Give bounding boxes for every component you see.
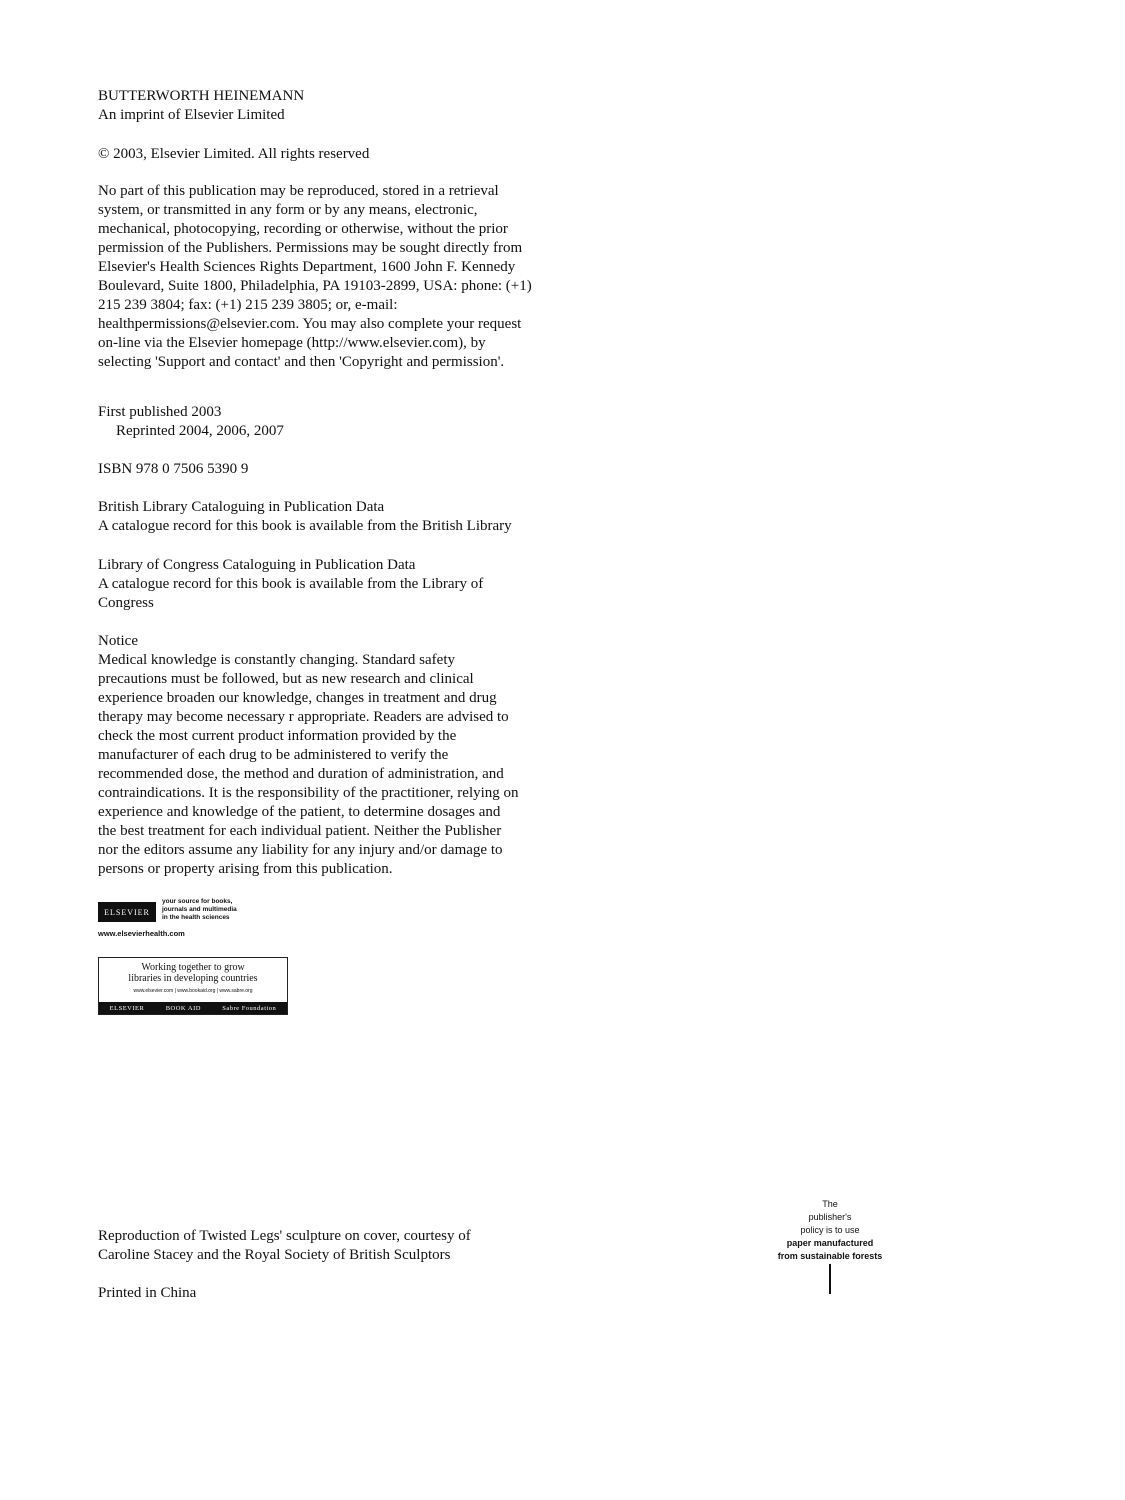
notice-line: persons or property arising from this publication. (98, 861, 393, 877)
permissions-line: mechanical, photocopying, recording or otherwise, without the prior (98, 221, 508, 237)
cover-credit-line: Caroline Stacey and the Royal Society of British Sculptors (98, 1247, 451, 1263)
forest-note-line: publisher's (808, 1212, 852, 1222)
elsevier-health-url: www.elsevierhealth.com (98, 929, 185, 938)
british-library-cip (98, 498, 598, 536)
loc-cip-line: A catalogue record for this book is available from the Library of (98, 576, 484, 592)
notice-line: recommended dose, the method and duration of administration, and (98, 766, 504, 782)
notice-line: precautions must be followed, but as new research and clinical (98, 671, 474, 687)
elsevier-logo-mark: ELSEVIER (98, 902, 156, 922)
publisher-name: BUTTERWORTH HEINEMANN (98, 88, 305, 104)
tagline-line: in the health sciences (162, 914, 230, 921)
isbn: ISBN 978 0 7506 5390 9 (98, 461, 249, 477)
loc-cip-heading: Library of Congress Cataloguing in Publication Data (98, 557, 416, 573)
publisher-imprint: An imprint of Elsevier Limited (98, 107, 285, 123)
forest-note-line: from sustainable forests (777, 1251, 883, 1261)
notice-line: Medical knowledge is constantly changing. Standard safety (98, 652, 455, 668)
library-of-congress-cip (98, 556, 598, 613)
printed-in (98, 1284, 598, 1303)
tree-stem-icon (829, 1264, 831, 1294)
copyright-line: © 2003, Elsevier Limited. All rights reserved (98, 146, 370, 162)
cover-credit (98, 1227, 598, 1265)
elsevier-partner-logo: ELSEVIER (109, 1004, 145, 1012)
elsevier-tagline (162, 898, 272, 922)
printed-line: Printed in China (98, 1285, 197, 1301)
permissions-line: selecting 'Support and contact' and then 'Copyright and permission'. (98, 354, 505, 370)
notice-heading: Notice (98, 633, 138, 649)
loc-cip-line: Congress (98, 595, 154, 611)
permissions-line: 215 239 3804; fax: (+1) 215 239 3805; or, e-mail: (98, 297, 398, 313)
bookaid-partner-logo: BOOK AID (165, 1004, 201, 1012)
sustainable-forests-note (760, 1198, 900, 1294)
notice-line: contraindications. It is the responsibility of the practitioner, relying on (98, 785, 519, 801)
bl-cip-text: A catalogue record for this book is available from the British Library (98, 518, 512, 534)
elsevier-health-logo (98, 898, 268, 942)
notice-line: nor the editors assume any liability for any injury and/or damage to (98, 842, 503, 858)
forest-note-line: paper manufactured (786, 1238, 874, 1248)
sabre-partner-logo: Sabre Foundation (222, 1004, 277, 1012)
working-together-urls: www.elsevier.com | www.bookaid.org | www.sabre.org (133, 988, 253, 994)
tagline-line: your source for books, (162, 898, 233, 905)
permissions-line: Elsevier's Health Sciences Rights Department, 1600 John F. Kennedy (98, 259, 516, 275)
permissions-line: on-line via the Elsevier homepage (http://www.elsevier.com), by (98, 335, 486, 351)
permissions-line: permission of the Publishers. Permissions may be sought directly from (98, 240, 523, 256)
cover-credit-line: Reproduction of Twisted Legs' sculpture on cover, courtesy of (98, 1228, 471, 1244)
publisher-block (98, 87, 598, 125)
permissions-line: No part of this publication may be reproduced, stored in a retrieval (98, 183, 499, 199)
tagline-line: journals and multimedia (162, 906, 237, 913)
notice-line: the best treatment for each individual patient. Neither the Publisher (98, 823, 502, 839)
bl-cip-heading: British Library Cataloguing in Publication Data (98, 499, 385, 515)
permissions-line: system, or transmitted in any form or by any means, electronic, (98, 202, 478, 218)
notice-line: therapy may become necessary r appropriate. Readers are advised to (98, 709, 509, 725)
reprinted: Reprinted 2004, 2006, 2007 (116, 423, 284, 439)
permissions-line: healthpermissions@elsevier.com. You may also complete your request (98, 316, 522, 332)
partner-logo-bar (99, 1002, 287, 1014)
first-published: First published 2003 (98, 404, 222, 420)
forest-note-line: policy is to use (800, 1225, 860, 1235)
notice-line: experience broaden our knowledge, changes in treatment and drug (98, 690, 497, 706)
edition-history (98, 403, 598, 441)
notice-line: manufacturer of each drug to be administered to verify the (98, 747, 449, 763)
working-together-box (98, 957, 288, 1015)
forest-note-line: The (822, 1199, 838, 1209)
isbn-block (98, 460, 598, 479)
copyright-notice (98, 145, 598, 164)
notice-line: experience and knowledge of the patient, to determine dosages and (98, 804, 501, 820)
working-together-line1: Working together to grow (141, 962, 245, 973)
permissions-line: Boulevard, Suite 1800, Philadelphia, PA 19103-2899, USA: phone: (+1) (98, 278, 532, 294)
medical-notice (98, 632, 598, 879)
working-together-line2: libraries in developing countries (128, 973, 258, 984)
notice-line: check the most current product information provided by the (98, 728, 457, 744)
permissions-paragraph (98, 182, 598, 372)
